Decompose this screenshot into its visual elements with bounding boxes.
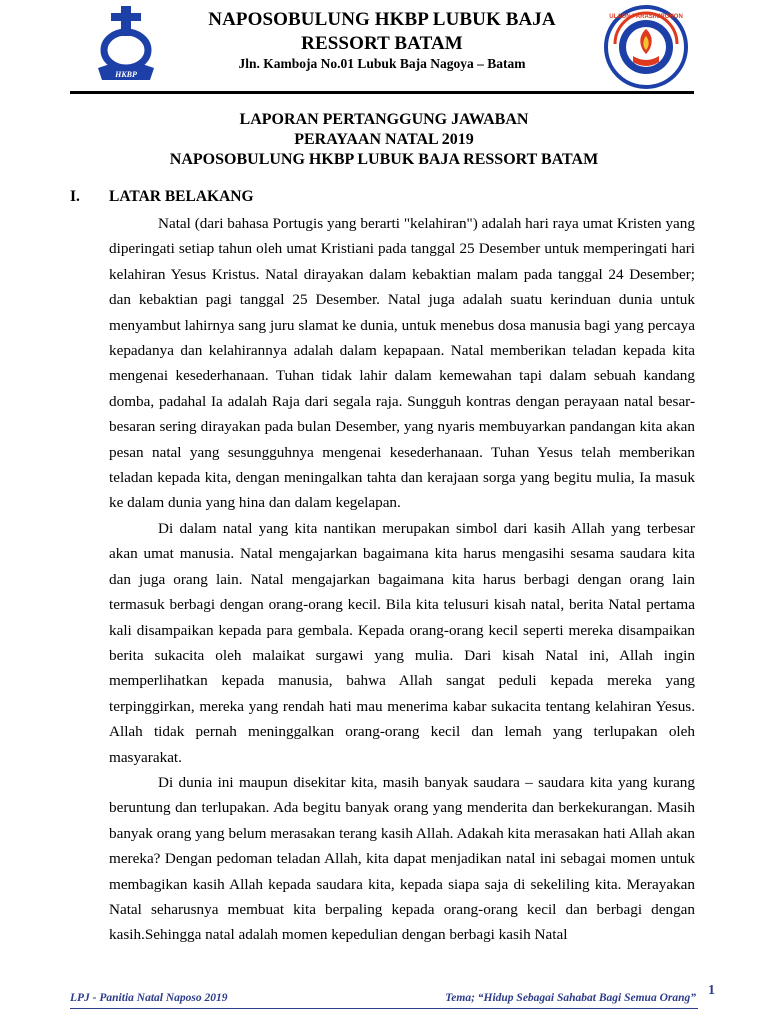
paragraph: Natal (dari bahasa Portugis yang berarti "kelahiran") adalah hari raya umat Kristen yang diperingati setiap tahun oleh umat Kristiani pada tanggal 25 Desember untuk memperingati hari kelahiran Yesus Kristus. Natal dirayakan dalam kebaktian malam pada tanggal 24 Desember; dan kebaktian pagi tanggal 25 Desember. Natal juga adalah suatu kerinduan dunia untuk menyambut lahirnya sang juru slamat ke dunia, untuk menebus dosa manusia bagi yang percaya kepadanya dan kelahirannya adalah dalam kepapaan. Natal memberikan teladan kepada kita mengenai kesederhanaan. Tuhan tidak lahir dalam kemewahan tapi dalam sebuah kandang domba, padahal Ia adalah Raja dari segala raja. Sungguh kontras dengan perayaan natal besar-besaran sering dirayakan pada bulan Desember, yang nyaris membuyarkan pandangan kita akan pesan natal yang sesungguhnya mengenai kesederhanaan. Tuhan Yesus telah memberikan teladan kepada kita, dengan meningalkan tahta dan kerajaan sorga yang begitu mulia, Ia masuk ke dalam dunia yang hina dan dalam kegelapan. xyxy=(109,215,695,512)
org-name-line2: RESSORT BATAM xyxy=(301,33,463,54)
org-name-line1: NAPOSOBULUNG HKBP LUBUK BAJA xyxy=(208,9,556,30)
page-number: 1 xyxy=(708,983,715,998)
footer-divider xyxy=(70,1008,698,1009)
logo-right-text: ULAON PARASINIROHON xyxy=(609,14,683,20)
ulaon-parasinirohon-seal xyxy=(603,4,689,90)
section-title: LATAR BELAKANG xyxy=(109,188,254,205)
paragraph: Di dunia ini maupun disekitar kita, masih banyak saudara – saudara kita yang kurang beruntung dan terlupakan. Ada begitu banyak orang yang menderita dan berkekurangan. Masih banyak orang yang belum merasakan terang kasih Allah. Adakah kita merasakan hati Allah akan mereka? Dengan pedoman teladan Allah, kita dapat menjadikan natal ini sebagai momen untuk membagikan kasih Allah kepada saudara kita, kepada siapa saja di sekeliling kita. Merayakan Natal seharusnya membuat kita berpaling kepada orang-orang kecil dan berbagi dengan kasih.Sehingga natal adalah momen kepedulian dengan berbagi kasih Natal xyxy=(109,773,695,944)
footer-theme-text: Tema; “Hidup Sebagai Sahabat Bagi Semua Orang” xyxy=(445,992,696,1004)
report-title-line2: PERAYAAN NATAL 2019 xyxy=(294,131,474,148)
paragraph: Di dalam natal yang kita nantikan merupakan simbol dari kasih Allah yang terbesar akan umat manusia. Natal mengajarkan bagaimana kita harus mengasihi sesama saudara kita dan juga orang lain. Natal mengajarkan bagaimana kita harus berbagi dengan orang lain termasuk berbagi dengan orang-orang kecil. Bila kita telusuri kisah natal, berita Natal pertama kali disampaikan kepada para gembala. Kepada orang-orang kecil seperti mereka disampaikan berita sukacita oleh malaikat surgawi yang mulia. Dari kisah Natal ini, Allah ingin memperlihatkan kepada manusia, bahwa Allah sangat peduli kepada mereka yang terpinggirkan, mereka yang rendah hati mau menerima kabar sukacita tentang kelahiran Yesus. Allah tidak pernah meninggalkan orang-orang kecil dan lemah yang terlupakan oleh masyarakat. xyxy=(109,519,695,766)
section-body xyxy=(109,211,695,948)
report-title-line3: NAPOSOBULUNG HKBP LUBUK BAJA RESSORT BATAM xyxy=(169,151,599,168)
section-number: I. xyxy=(70,188,80,205)
hkbp-cross-logo xyxy=(96,6,156,84)
report-title-line1: LAPORAN PERTANGGUNG JAWABAN xyxy=(239,111,529,128)
org-address: Jln. Kamboja No.01 Lubuk Baja Nagoya – Batam xyxy=(238,56,526,71)
letterhead xyxy=(70,0,694,96)
logo-left-text: HKBP xyxy=(115,70,137,79)
footer-left-text: LPJ - Panitia Natal Naposo 2019 xyxy=(70,992,228,1004)
header-divider xyxy=(70,91,694,94)
